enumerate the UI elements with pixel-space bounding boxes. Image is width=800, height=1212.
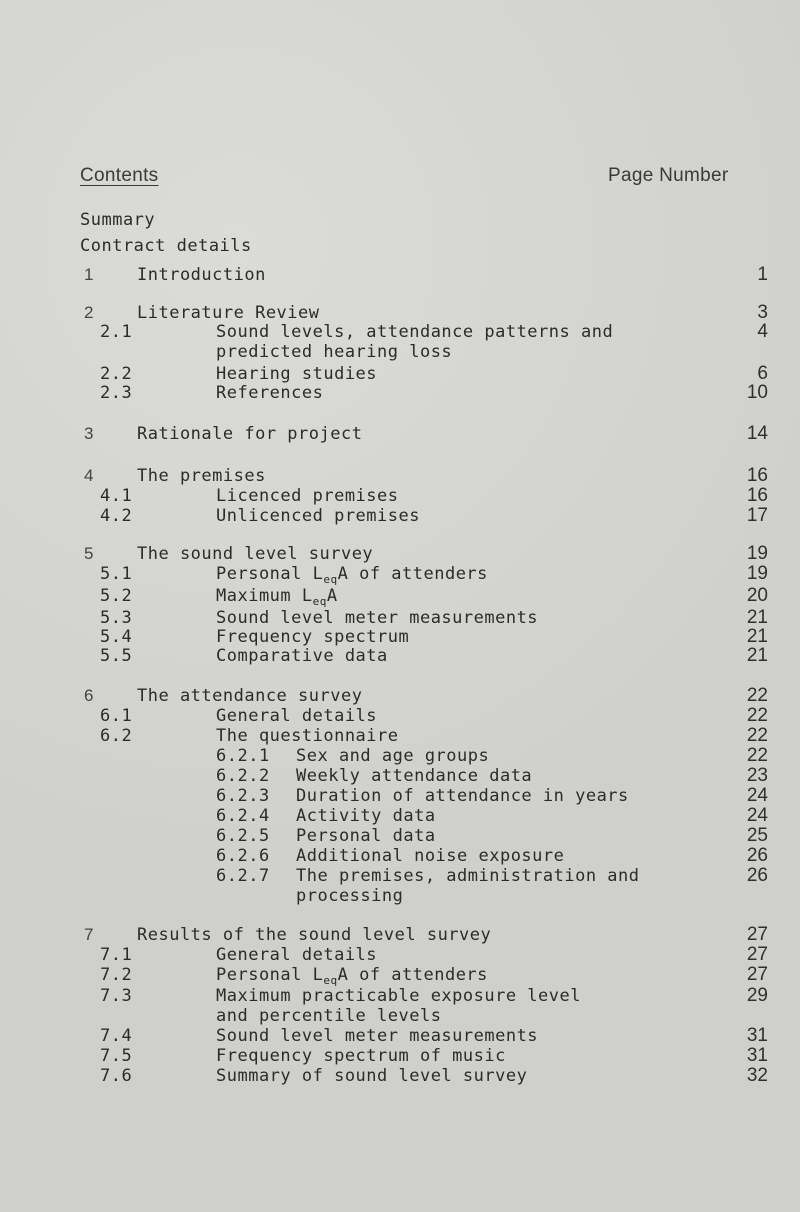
section-number: 6 [84,686,94,705]
subsection-number: 7.2 [100,965,133,985]
subsection-number: 6.2 [100,726,133,746]
subsubsection-number: 6.2.4 [216,806,270,826]
toc-entry-title: Hearing studies [216,364,378,384]
subsection-number: 7.1 [100,945,133,965]
toc-entry-title: Sex and age groups [296,746,490,766]
toc-entry-title: Licenced premises [216,486,399,506]
toc-entry-title: References [216,383,324,403]
subsubsection-number: 6.2.2 [216,766,270,786]
toc-entry-title: Results of the sound level survey [137,925,492,945]
summary-entry: Summary [80,210,156,230]
toc-entry-title: Frequency spectrum of music [216,1046,506,1066]
toc-entry-title: Personal data [296,826,436,846]
title-part: A of attenders [337,564,488,584]
toc-entry-title: Frequency spectrum [216,627,410,647]
subsection-number: 7.3 [100,986,133,1006]
subsection-number: 4.1 [100,486,133,506]
eq-subscript: eq [312,595,327,608]
toc-page-number: 24 [746,785,768,806]
toc-page-number: 17 [746,505,768,526]
toc-page-number: 10 [746,382,768,403]
toc-entry-title: The premises, administration and [296,866,640,886]
toc-page-number: 29 [746,985,768,1006]
toc-page-number: 21 [746,626,768,647]
subsection-number: 2.2 [100,364,133,384]
section-number: 7 [84,925,94,944]
toc-entry-title: General details [216,945,378,965]
subsubsection-number: 6.2.1 [216,746,270,766]
page-number-heading: Page Number [608,165,729,186]
subsubsection-number: 6.2.3 [216,786,270,806]
toc-entry-title: Activity data [296,806,436,826]
subsection-number: 7.4 [100,1026,133,1046]
section-number: 3 [84,424,94,443]
title-part: A [326,586,338,606]
section-number: 1 [84,265,94,284]
toc-entry-title: Rationale for project [137,424,363,444]
toc-entry-title: General details [216,706,378,726]
toc-page-number: 16 [746,485,768,506]
toc-entry-title-cont: processing [296,886,404,906]
toc-page-number: 3 [757,302,768,323]
subsection-number: 2.3 [100,383,133,403]
subsubsection-number: 6.2.6 [216,846,270,866]
toc-entry-title: The sound level survey [137,544,374,564]
toc-entry-title: The premises [137,466,266,486]
toc-page-number: 4 [757,321,768,342]
subsection-number: 5.1 [100,564,133,584]
toc-page-number: 16 [746,465,768,486]
toc-entry-title: Literature Review [137,303,320,323]
toc-page-number: 22 [746,685,768,706]
subsection-number: 5.3 [100,608,133,628]
toc-page-number: 22 [746,725,768,746]
toc-entry-title: Sound levels, attendance patterns and [216,322,614,342]
title-part: Personal L [216,564,324,584]
section-number: 2 [84,303,94,322]
toc-entry-title: Additional noise exposure [296,846,565,866]
toc-page-number: 31 [746,1045,768,1066]
toc-entry-title: Maximum practicable exposure level [216,986,581,1006]
toc-entry-title: Duration of attendance in years [296,786,629,806]
section-number: 4 [84,466,94,485]
toc-entry-title-cont: and percentile levels [216,1006,442,1026]
contract-details-entry: Contract details [80,236,252,256]
toc-page-number: 20 [746,585,768,606]
subsection-number: 7.6 [100,1066,133,1086]
toc-page-number: 21 [746,607,768,628]
toc-entry-title: Comparative data [216,646,388,666]
toc-page-number: 26 [746,845,768,866]
subsection-number: 4.2 [100,506,133,526]
toc-page-number: 25 [746,825,768,846]
subsection-number: 7.5 [100,1046,133,1066]
toc-page-number: 21 [746,645,768,666]
toc-page-number: 31 [746,1025,768,1046]
eq-subscript: eq [323,974,338,987]
toc-page-number: 32 [746,1065,768,1086]
toc-page-number: 27 [746,944,768,965]
toc-page-number: 26 [746,865,768,886]
subsection-number: 5.4 [100,627,133,647]
toc-entry-title: Introduction [137,265,266,285]
subsubsection-number: 6.2.5 [216,826,270,846]
eq-subscript: eq [323,573,338,586]
subsection-number: 5.2 [100,586,133,606]
toc-page-number: 14 [746,423,768,444]
toc-page-number: 22 [746,745,768,766]
subsection-number: 6.1 [100,706,133,726]
contents-heading: Contents [80,165,159,186]
toc-page-number: 27 [746,964,768,985]
toc-page-number: 1 [757,264,768,285]
toc-page-number: 23 [746,765,768,786]
toc-entry-title: Sound level meter measurements [216,1026,539,1046]
title-part: A of attenders [337,965,488,985]
section-number: 5 [84,544,94,563]
toc-page-number: 6 [757,363,768,384]
toc-page-number: 22 [746,705,768,726]
toc-entry-title: Unlicenced premises [216,506,420,526]
subsection-number: 2.1 [100,322,133,342]
subsection-number: 5.5 [100,646,133,666]
toc-entry-title: Summary of sound level survey [216,1066,528,1086]
title-part: Maximum L [216,586,313,606]
toc-page-number: 24 [746,805,768,826]
toc-entry-title-cont: predicted hearing loss [216,342,453,362]
subsubsection-number: 6.2.7 [216,866,270,886]
toc-page-number: 19 [746,563,768,584]
toc-entry-title: Weekly attendance data [296,766,533,786]
toc-entry-title: The questionnaire [216,726,399,746]
toc-entry-title: Sound level meter measurements [216,608,539,628]
title-part: Personal L [216,965,324,985]
toc-page-number: 27 [746,924,768,945]
toc-page-number: 19 [746,543,768,564]
toc-entry-title: The attendance survey [137,686,363,706]
